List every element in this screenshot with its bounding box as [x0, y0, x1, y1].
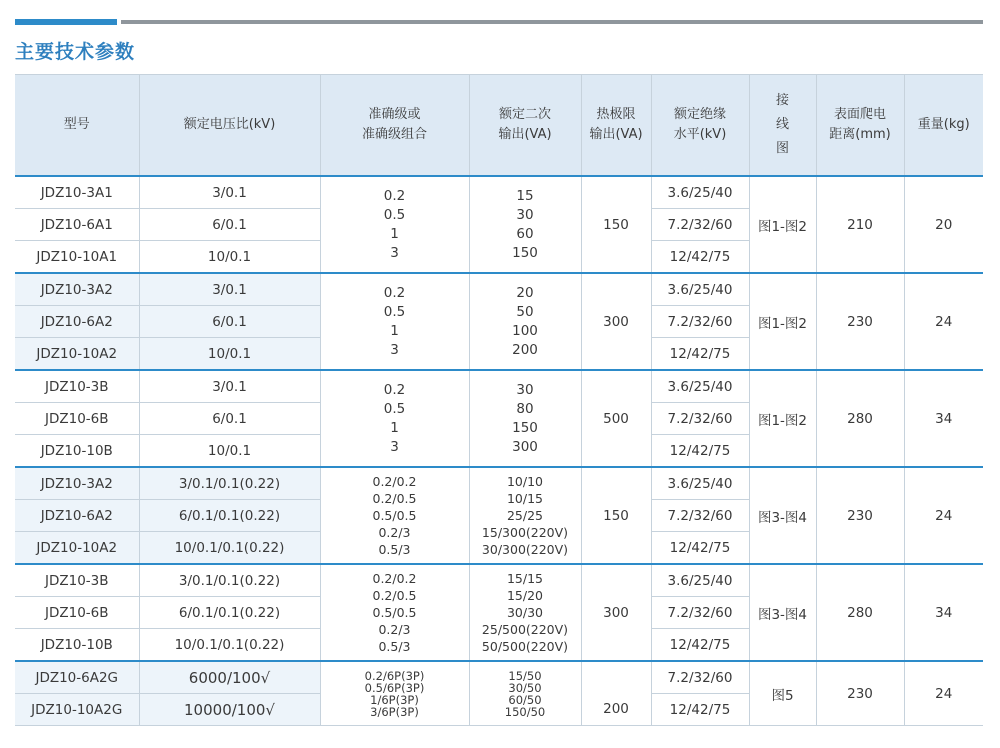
output-value: 25/25 — [506, 508, 544, 523]
thermal-cell: 300 — [581, 564, 651, 661]
header-accuracy — [320, 75, 469, 177]
insulation-cell: 3.6/25/40 — [651, 370, 749, 403]
insulation-cell: 7.2/32/60 — [651, 403, 749, 435]
insulation-cell: 12/42/75 — [651, 338, 749, 371]
insulation-cell: 12/42/75 — [651, 435, 749, 468]
accuracy-value: 0.2/0.2 — [372, 571, 417, 586]
output-value: 15/50 — [508, 668, 542, 683]
accuracy-value: 0.2/3 — [378, 525, 411, 540]
wiring-cell: 图1-图2 — [749, 176, 816, 273]
model-cell: JDZ10-3B — [15, 370, 139, 403]
accuracy-value: 1 — [390, 419, 399, 436]
output-value: 15 — [516, 187, 534, 204]
accuracy-value: 0.5 — [383, 400, 406, 417]
insulation-cell: 3.6/25/40 — [651, 273, 749, 306]
accuracy-cell — [320, 661, 469, 726]
accuracy-value: 0.5/3 — [378, 542, 411, 557]
header-creepage-line: 距离(mm) — [829, 127, 891, 142]
accuracy-cell — [320, 273, 469, 370]
model-cell: JDZ10-10A2G — [15, 694, 139, 726]
insulation-cell: 12/42/75 — [651, 694, 749, 726]
ratio-cell: 10000/100√ — [139, 694, 320, 726]
ratio-cell: 6/0.1/0.1(0.22) — [139, 500, 320, 532]
header-insulation-line: 水平(kV) — [673, 127, 727, 142]
thermal-cell: 150 — [581, 176, 651, 273]
accuracy-value: 3 — [390, 438, 399, 455]
creepage-cell: 230 — [816, 661, 904, 726]
header-output — [469, 75, 581, 177]
accuracy-value: 0.5/0.5 — [372, 508, 417, 523]
header-insulation-line: 额定绝缘 — [673, 107, 726, 122]
model-cell: JDZ10-10A2 — [15, 338, 139, 371]
ratio-cell: 3/0.1 — [139, 370, 320, 403]
wiring-cell: 图1-图2 — [749, 273, 816, 370]
header-weight-text: 重量(kg) — [917, 117, 970, 132]
header-model — [15, 75, 139, 177]
accuracy-value: 0.2/6P(3P) — [364, 668, 425, 683]
insulation-cell: 7.2/32/60 — [651, 209, 749, 241]
accuracy-value: 3 — [390, 244, 399, 261]
creepage-cell: 280 — [816, 564, 904, 661]
accuracy-cell — [320, 467, 469, 564]
table-row — [15, 370, 983, 403]
header-weight — [904, 75, 983, 177]
insulation-cell: 7.2/32/60 — [651, 661, 749, 694]
output-value: 30/300(220V) — [481, 542, 569, 557]
model-cell: JDZ10-6A2G — [15, 661, 139, 694]
ratio-cell: 6000/100√ — [139, 661, 320, 694]
weight-cell: 24 — [904, 467, 983, 564]
wiring-cell: 图1-图2 — [749, 370, 816, 467]
model-cell: JDZ10-6B — [15, 597, 139, 629]
output-value: 20 — [516, 284, 534, 301]
header-wiring — [749, 75, 816, 177]
accuracy-cell — [320, 370, 469, 467]
output-value: 15/300(220V) — [481, 525, 569, 540]
thermal-cell: 500 — [581, 370, 651, 467]
weight-cell: 24 — [904, 661, 983, 726]
accuracy-value: 0.2/0.2 — [372, 474, 417, 489]
ratio-cell: 6/0.1 — [139, 209, 320, 241]
model-cell: JDZ10-10B — [15, 629, 139, 662]
output-value: 30/50 — [508, 680, 542, 695]
output-value: 300 — [512, 438, 538, 455]
accuracy-value: 0.2 — [383, 187, 406, 204]
output-cell — [469, 564, 581, 661]
header-ratio — [139, 75, 320, 177]
output-value: 80 — [516, 400, 534, 417]
accuracy-value: 0.2/0.5 — [372, 588, 417, 603]
model-cell: JDZ10-10A1 — [15, 241, 139, 274]
accuracy-value: 0.5/6P(3P) — [364, 680, 425, 695]
header-thermal-line: 输出(VA) — [589, 127, 643, 142]
accuracy-value: 1 — [390, 322, 399, 339]
insulation-cell: 12/42/75 — [651, 532, 749, 565]
ratio-cell: 10/0.1/0.1(0.22) — [139, 532, 320, 565]
accuracy-value: 0.2/3 — [378, 622, 411, 637]
header-model-text: 型号 — [63, 117, 90, 132]
table-row — [15, 273, 983, 306]
header-accuracy-line: 准确级组合 — [361, 127, 427, 142]
insulation-cell: 12/42/75 — [651, 629, 749, 662]
accuracy-value: 0.5/3 — [378, 639, 411, 654]
accuracy-value: 0.2 — [383, 284, 406, 301]
output-value: 200 — [512, 341, 538, 358]
header-accent-bar — [15, 19, 117, 25]
model-cell: JDZ10-3A2 — [15, 273, 139, 306]
wiring-cell: 图3-图4 — [749, 467, 816, 564]
table-row — [15, 467, 983, 500]
model-cell: JDZ10-3B — [15, 564, 139, 597]
spec-table — [15, 74, 983, 726]
thermal-cell: 300 — [581, 273, 651, 370]
output-value: 30/30 — [506, 605, 544, 620]
output-value: 60/50 — [508, 692, 542, 707]
header-wiring-line: 线 — [775, 117, 789, 132]
model-cell: JDZ10-6A2 — [15, 306, 139, 338]
accuracy-cell — [320, 176, 469, 273]
header-creepage-line: 表面爬电 — [833, 107, 886, 122]
accuracy-cell — [320, 564, 469, 661]
ratio-cell: 6/0.1 — [139, 306, 320, 338]
output-value: 150 — [512, 419, 538, 436]
insulation-cell: 7.2/32/60 — [651, 500, 749, 532]
accuracy-value: 0.5/0.5 — [372, 605, 417, 620]
output-value: 150/50 — [504, 704, 546, 719]
ratio-cell: 10/0.1/0.1(0.22) — [139, 629, 320, 662]
wiring-cell: 图5 — [749, 661, 816, 726]
accuracy-value: 3/6P(3P) — [370, 704, 419, 719]
output-value: 30 — [516, 381, 534, 398]
output-value: 15/20 — [506, 588, 544, 603]
model-cell: JDZ10-6B — [15, 403, 139, 435]
insulation-cell: 12/42/75 — [651, 241, 749, 274]
model-cell: JDZ10-10A2 — [15, 532, 139, 565]
header-thermal — [581, 75, 651, 177]
creepage-cell: 280 — [816, 370, 904, 467]
weight-cell: 20 — [904, 176, 983, 273]
model-cell: JDZ10-3A1 — [15, 176, 139, 209]
ratio-cell: 3/0.1/0.1(0.22) — [139, 467, 320, 500]
page-title: 主要技术参数 — [15, 41, 136, 63]
output-cell — [469, 370, 581, 467]
accuracy-value: 3 — [390, 341, 399, 358]
accuracy-value: 0.2/0.5 — [372, 491, 417, 506]
output-cell — [469, 661, 581, 726]
table-row — [15, 176, 983, 209]
output-value: 60 — [516, 225, 534, 242]
header-creepage — [816, 75, 904, 177]
insulation-cell: 7.2/32/60 — [651, 597, 749, 629]
output-cell — [469, 467, 581, 564]
output-value: 50/500(220V) — [481, 639, 569, 654]
output-value: 150 — [512, 244, 538, 261]
accuracy-value: 1 — [390, 225, 399, 242]
creepage-cell: 230 — [816, 273, 904, 370]
accuracy-value: 0.2 — [383, 381, 406, 398]
output-value: 10/10 — [506, 474, 544, 489]
table-row — [15, 564, 983, 597]
output-value: 50 — [516, 303, 534, 320]
insulation-cell: 3.6/25/40 — [651, 176, 749, 209]
ratio-cell: 3/0.1 — [139, 273, 320, 306]
weight-cell: 24 — [904, 273, 983, 370]
accuracy-value: 0.5 — [383, 206, 406, 223]
ratio-cell: 6/0.1 — [139, 403, 320, 435]
header-accuracy-line: 准确级或 — [368, 107, 421, 122]
ratio-cell: 6/0.1/0.1(0.22) — [139, 597, 320, 629]
creepage-cell: 230 — [816, 467, 904, 564]
thermal-cell: 200 — [581, 661, 651, 726]
output-cell — [469, 176, 581, 273]
header-output-line: 额定二次 — [498, 107, 551, 122]
model-cell: JDZ10-10B — [15, 435, 139, 468]
weight-cell: 34 — [904, 564, 983, 661]
wiring-cell: 图3-图4 — [749, 564, 816, 661]
ratio-cell: 10/0.1 — [139, 338, 320, 371]
accuracy-value: 1/6P(3P) — [370, 692, 419, 707]
output-value: 10/15 — [506, 491, 544, 506]
creepage-cell: 210 — [816, 176, 904, 273]
table-row — [15, 661, 983, 694]
spec-table-body — [15, 176, 983, 726]
header-rule — [121, 20, 983, 24]
model-cell: JDZ10-6A1 — [15, 209, 139, 241]
header-wiring-line: 接 — [775, 93, 789, 108]
ratio-cell: 10/0.1 — [139, 241, 320, 274]
insulation-cell: 3.6/25/40 — [651, 467, 749, 500]
output-value: 25/500(220V) — [481, 622, 569, 637]
header-wiring-line: 图 — [775, 141, 789, 156]
thermal-cell: 150 — [581, 467, 651, 564]
header-ratio-text: 额定电压比(kV) — [183, 117, 276, 132]
output-value: 100 — [512, 322, 538, 339]
ratio-cell: 3/0.1/0.1(0.22) — [139, 564, 320, 597]
header-insulation — [651, 75, 749, 177]
insulation-cell: 3.6/25/40 — [651, 564, 749, 597]
output-value: 30 — [516, 206, 534, 223]
model-cell: JDZ10-3A2 — [15, 467, 139, 500]
ratio-cell: 3/0.1 — [139, 176, 320, 209]
accuracy-value: 0.5 — [383, 303, 406, 320]
header-output-line: 输出(VA) — [498, 127, 552, 142]
output-cell — [469, 273, 581, 370]
output-value: 15/15 — [506, 571, 544, 586]
header-thermal-line: 热极限 — [596, 107, 636, 122]
insulation-cell: 7.2/32/60 — [651, 306, 749, 338]
ratio-cell: 10/0.1 — [139, 435, 320, 468]
header-row — [15, 75, 983, 177]
weight-cell: 34 — [904, 370, 983, 467]
model-cell: JDZ10-6A2 — [15, 500, 139, 532]
